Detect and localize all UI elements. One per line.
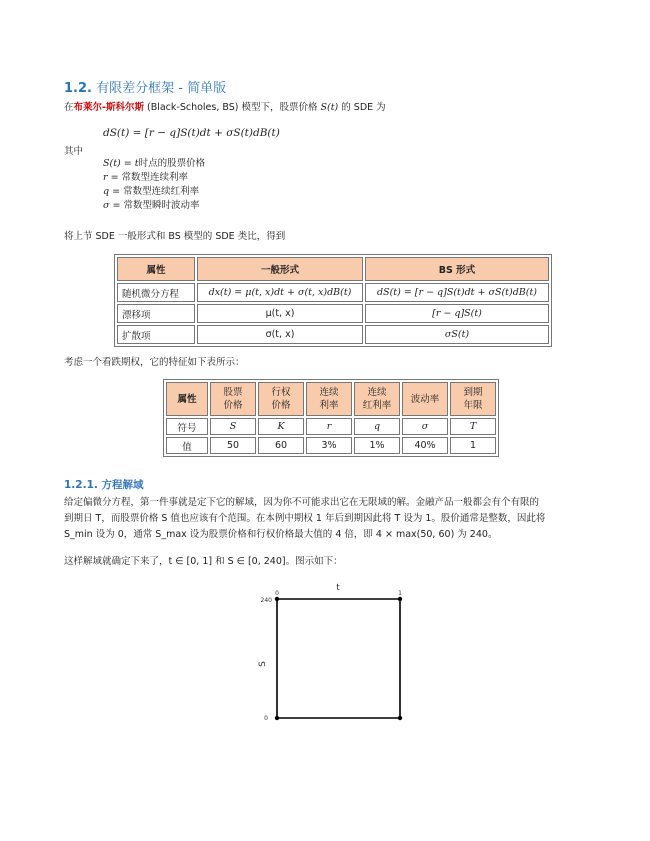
intro-middle: (Black-Scholes, BS) 模型下，股票价格 (143, 102, 321, 113)
table-cell: σ(t, x) (197, 325, 363, 344)
domain-boundary (277, 599, 400, 718)
domain-corner-point (398, 716, 402, 720)
table-cell: q (354, 418, 400, 435)
domain-sentence: 这样解域就确定下来了，t ∈ [0, 1] 和 S ∈ [0, 240]。图示如下： (64, 556, 343, 567)
table-cell: 40% (402, 437, 448, 454)
table-row (117, 325, 549, 344)
definition-item: σ = 常数型瞬时波动率 (103, 200, 200, 211)
solution-domain-figure (245, 578, 425, 730)
table-cell: S (210, 418, 256, 435)
table-cell: 漂移项 (117, 304, 195, 323)
x-tick-label: 0 (275, 590, 279, 597)
table-header: 连续 利率 (306, 382, 352, 416)
table-cell: r (306, 418, 352, 435)
definition-item: q = 常数型连续红利率 (103, 186, 200, 197)
table-cell: 50 (210, 437, 256, 454)
section-title: 有限差分框架 - 简单版 (96, 81, 227, 96)
table-header: 波动率 (402, 382, 448, 416)
table-cell: T (450, 418, 496, 435)
sde-comparison-table (114, 254, 552, 347)
table-cell: σS(t) (365, 325, 549, 344)
y-tick-label: 0 (264, 715, 268, 722)
section-heading (64, 77, 226, 96)
paragraph-line: 到期日 T，而股票价格 S 值也应该有个范围。在本例中期权 1 年后到期因此将 T 设为 1。股价通常是整数，因此将 (64, 513, 546, 524)
table-cell: 1 (450, 437, 496, 454)
table-cell: 1% (354, 437, 400, 454)
table-cell: dS(t) = [r − q]S(t)dt + σS(t)dB(t) (365, 283, 549, 302)
table-cell: 符号 (166, 418, 208, 435)
table-header: 一般形式 (197, 257, 363, 281)
table-cell: 3% (306, 437, 352, 454)
paragraph-line: 给定偏微分方程，第一件事就是定下它的解域，因为你不可能求出它在无限域的解。金融产品一般都会有个有限的 (64, 497, 540, 508)
domain-corner-point (398, 597, 402, 601)
table-row (117, 283, 549, 302)
table-header: 属性 (166, 382, 208, 416)
table-cell: 60 (258, 437, 304, 454)
y-axis-label: S (258, 661, 268, 667)
subsection-title: 方程解域 (101, 479, 144, 491)
intro-suffix: 的 SDE 为 (338, 102, 386, 113)
domain-corner-point (275, 597, 279, 601)
y-tick-label: 240 (260, 597, 272, 604)
domain-corner-point (275, 716, 279, 720)
compare-sentence: 将上节 SDE 一般形式和 BS 模型的 SDE 类比，得到 (64, 231, 286, 242)
table-header: 到期 年限 (450, 382, 496, 416)
table-cell: dx(t) = μ(t, x)dt + σ(t, x)dB(t) (197, 283, 363, 302)
domain-paragraph (64, 495, 604, 543)
definition-item: S(t) = t时点的股票价格 (103, 158, 206, 169)
table-header: 属性 (117, 257, 195, 281)
where-label: 其中 (64, 146, 84, 157)
section-number: 1.2. (64, 81, 92, 96)
sde-equation: dS(t) = [r − q]S(t)dt + σS(t)dB(t) (103, 127, 280, 139)
subsection-number: 1.2.1. (64, 479, 98, 491)
table-cell: μ(t, x) (197, 304, 363, 323)
x-tick-label: 1 (398, 590, 402, 597)
table-row (166, 418, 496, 435)
table-cell: 随机微分方程 (117, 283, 195, 302)
table-header: BS 形式 (365, 257, 549, 281)
option-parameters-table (163, 379, 499, 457)
model-name: 布莱尔-斯科尔斯 (73, 102, 144, 113)
table-header: 连续 红利率 (354, 382, 400, 416)
subsection-heading (64, 477, 144, 492)
table-cell: K (258, 418, 304, 435)
put-sentence: 考虑一个看跌期权，它的特征如下表所示： (64, 357, 245, 368)
paragraph-line: S_min 设为 0，通常 S_max 设为股票价格和行权价格最大值的 4 倍，即 4 × max(50, 60) 为 240。 (64, 529, 498, 540)
x-axis-label: t (336, 583, 340, 593)
table-cell: 值 (166, 437, 208, 454)
table-cell: σ (402, 418, 448, 435)
table-row (117, 304, 549, 323)
table-cell: 扩散项 (117, 325, 195, 344)
intro-sentence (64, 99, 386, 113)
intro-var: S(t) (320, 102, 339, 113)
intro-prefix: 在 (64, 102, 74, 113)
table-header: 股票 价格 (210, 382, 256, 416)
definition-item: r = 常数型连续利率 (103, 172, 189, 183)
table-row (166, 437, 496, 454)
table-cell: [r − q]S(t) (365, 304, 549, 323)
table-header: 行权 价格 (258, 382, 304, 416)
